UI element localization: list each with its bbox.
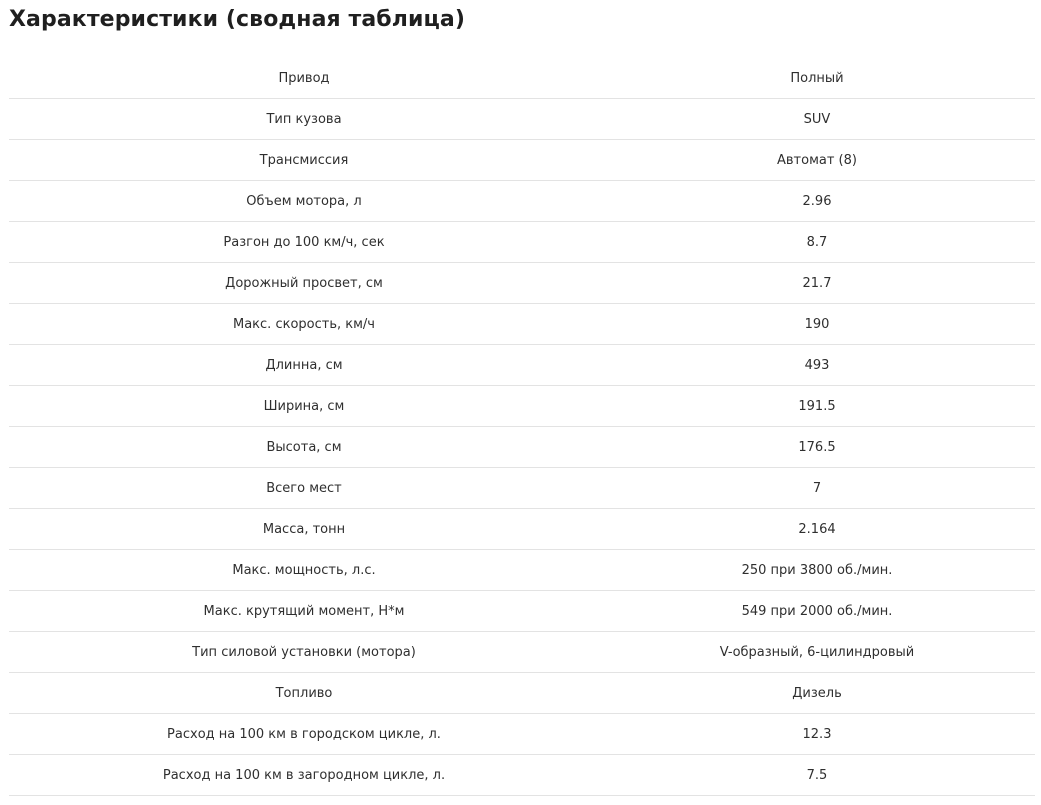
spec-label: Дорожный просвет, см: [9, 263, 599, 304]
spec-label: Разгон до 100 км/ч, сек: [9, 222, 599, 263]
table-row: [9, 468, 1035, 509]
spec-value: V-образный, 6-цилиндровый: [599, 632, 1035, 673]
spec-value: 493: [599, 345, 1035, 386]
table-row: [9, 181, 1035, 222]
table-row: [9, 99, 1035, 140]
spec-value: Полный: [599, 58, 1035, 99]
table-row: [9, 263, 1035, 304]
spec-label: Макс. мощность, л.с.: [9, 550, 599, 591]
table-row: [9, 755, 1035, 796]
spec-value: SUV: [599, 99, 1035, 140]
spec-label: Макс. крутящий момент, Н*м: [9, 591, 599, 632]
table-row: [9, 222, 1035, 263]
table-row: [9, 550, 1035, 591]
spec-label: Трансмиссия: [9, 140, 599, 181]
table-row: [9, 345, 1035, 386]
table-row: [9, 58, 1035, 99]
spec-value: 549 при 2000 об./мин.: [599, 591, 1035, 632]
table-row: [9, 304, 1035, 345]
table-row: [9, 673, 1035, 714]
spec-value: 7.5: [599, 755, 1035, 796]
table-row: [9, 591, 1035, 632]
table-row: [9, 714, 1035, 755]
specs-table: [9, 58, 1035, 796]
spec-label: Всего мест: [9, 468, 599, 509]
spec-value: 176.5: [599, 427, 1035, 468]
spec-value: 2.164: [599, 509, 1035, 550]
table-row: [9, 427, 1035, 468]
table-row: [9, 632, 1035, 673]
spec-value: 7: [599, 468, 1035, 509]
spec-label: Тип кузова: [9, 99, 599, 140]
table-row: [9, 509, 1035, 550]
spec-value: 2.96: [599, 181, 1035, 222]
spec-label: Топливо: [9, 673, 599, 714]
spec-label: Ширина, см: [9, 386, 599, 427]
spec-label: Расход на 100 км в городском цикле, л.: [9, 714, 599, 755]
spec-value: 21.7: [599, 263, 1035, 304]
spec-label: Тип силовой установки (мотора): [9, 632, 599, 673]
spec-label: Объем мотора, л: [9, 181, 599, 222]
spec-value: Дизель: [599, 673, 1035, 714]
spec-label: Макс. скорость, км/ч: [9, 304, 599, 345]
spec-label: Длинна, см: [9, 345, 599, 386]
spec-value: 190: [599, 304, 1035, 345]
specs-table-body: [9, 58, 1035, 796]
spec-value: Автомат (8): [599, 140, 1035, 181]
spec-value: 8.7: [599, 222, 1035, 263]
table-row: [9, 386, 1035, 427]
page-title: Характеристики (сводная таблица): [9, 7, 466, 32]
spec-label: Высота, см: [9, 427, 599, 468]
spec-label: Масса, тонн: [9, 509, 599, 550]
spec-value: 250 при 3800 об./мин.: [599, 550, 1035, 591]
spec-label: Привод: [9, 58, 599, 99]
spec-label: Расход на 100 км в загородном цикле, л.: [9, 755, 599, 796]
table-row: [9, 140, 1035, 181]
spec-value: 12.3: [599, 714, 1035, 755]
spec-value: 191.5: [599, 386, 1035, 427]
